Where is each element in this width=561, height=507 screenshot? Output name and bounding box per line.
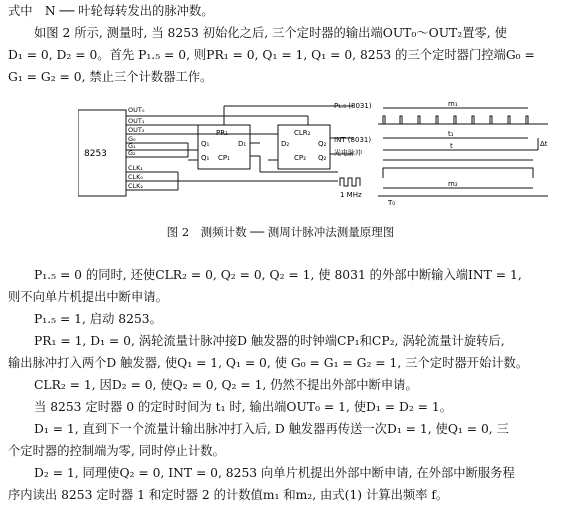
pin-out0: OUT₀	[128, 106, 145, 114]
label-p15: P₁.₅ (8031)	[334, 102, 372, 110]
label-photo-pulse: 光电脉冲	[334, 149, 362, 157]
timing-m2: m₂	[448, 180, 458, 188]
pin-out2: OUT₂	[128, 126, 145, 134]
text-line-3: D₁ = 0, D₂ = 0。首先 P₁.₅ = 0, 则PR₁ = 0, Q₁ = 1, Q₁ = 0, 8253 的三个定时器门控端G₀ =	[8, 48, 535, 62]
text-line-2: 如图 2 所示, 测量时, 当 8253 初始化之后, 三个定时器的输出端OUT₀～OUT₂置零, 使	[34, 26, 507, 40]
ff2-q2bar: Q₂	[318, 140, 327, 148]
circuit-diagram	[78, 98, 548, 208]
body-line-1: P₁.₅ = 0 的同时, 还使CLR₂ = 0, Q₂ = 0, Q₂ = 1, 使 8031 的外部中断输入端INT = 1,	[34, 268, 522, 282]
body-line-5: 输出脉冲打入两个D 触发器, 使Q₁ = 1, Q₁ = 0, 使 G₀ = G₁ = G₂ = 1, 三个定时器开始计数。	[8, 356, 529, 370]
pin-out1: OUT₁	[128, 117, 145, 125]
body-line-2: 则不向单片机提出中断申请。	[8, 290, 168, 304]
body-line-9: 个定时器的控制端为零, 同时停止计数。	[8, 444, 225, 458]
label-int: INT (8031)	[334, 136, 372, 144]
timing-t0: T₀	[388, 199, 396, 207]
body-line-4: PR₁ = 1, D₁ = 0, 涡轮流量计脉冲接D 触发器的时钟端CP₁和CP₂, 涡轮流量计旋转后,	[34, 334, 505, 348]
body-line-6: CLR₂ = 1, 因D₂ = 0, 使Q₂ = 0, Q₂ = 1, 仍然不提出外部中断申请。	[34, 378, 418, 392]
ff1-cp: CP₁	[218, 154, 230, 162]
ff2-q2: Q₂	[318, 154, 327, 162]
pin-clk1: CLK₁	[128, 164, 144, 172]
body-line-3: P₁.₅ = 1, 启动 8253。	[34, 312, 162, 326]
ff2-name: CLR₂	[294, 129, 311, 137]
ff2-d2: D₂	[281, 140, 290, 148]
timing-dt: Δt	[540, 140, 548, 148]
pin-clk2: CLK₂	[128, 182, 144, 190]
text-line-4: G₁ = G₂ = 0, 禁止三个计数器工作。	[8, 70, 213, 84]
timing-m1: m₁	[448, 100, 458, 108]
pin-g2: G₂	[128, 149, 136, 157]
timing-t1: t₁	[448, 130, 454, 138]
body-line-10: D₂ = 1, 同理使Q₂ = 0, INT = 0, 8253 向单片机提出外部中断申请, 在外部中断服务程	[34, 466, 515, 480]
body-line-8: D₁ = 1, 直到下一个流量计输出脉冲打入后, D 触发器再传送一次D₁ = 1, 使Q₁ = 0, 三	[34, 422, 509, 436]
body-line-7: 当 8253 定时器 0 的定时时间为 t₁ 时, 输出端OUT₀ = 1, 使D₁ = D₂ = 1。	[34, 400, 452, 414]
figure-caption: 图 2 测频计数 ── 测周计脉冲法测量原理图	[166, 225, 395, 239]
pin-clk0: CLK₀	[128, 173, 144, 181]
ff1-name: PR₁	[216, 129, 228, 137]
chip-label: 8253	[84, 149, 107, 159]
ff1-q1bar: Q₁	[201, 140, 210, 148]
ff2-cp: CP₂	[294, 154, 306, 162]
pin-g1: G₁	[128, 142, 136, 150]
ff1-d1: D₁	[238, 140, 247, 148]
text-line-1: 式中 N ── 叶轮每转发出的脉冲数。	[8, 4, 214, 18]
pin-g0: G₀	[128, 135, 136, 143]
ff1-q1: Q₁	[201, 154, 210, 162]
timing-t: t	[450, 142, 453, 150]
body-line-11: 序内读出 8253 定时器 1 和定时器 2 的计数值m₁ 和m₂, 由式(1) 计算出频率 f。	[8, 488, 449, 502]
label-1mhz: 1 MHz	[340, 191, 362, 199]
